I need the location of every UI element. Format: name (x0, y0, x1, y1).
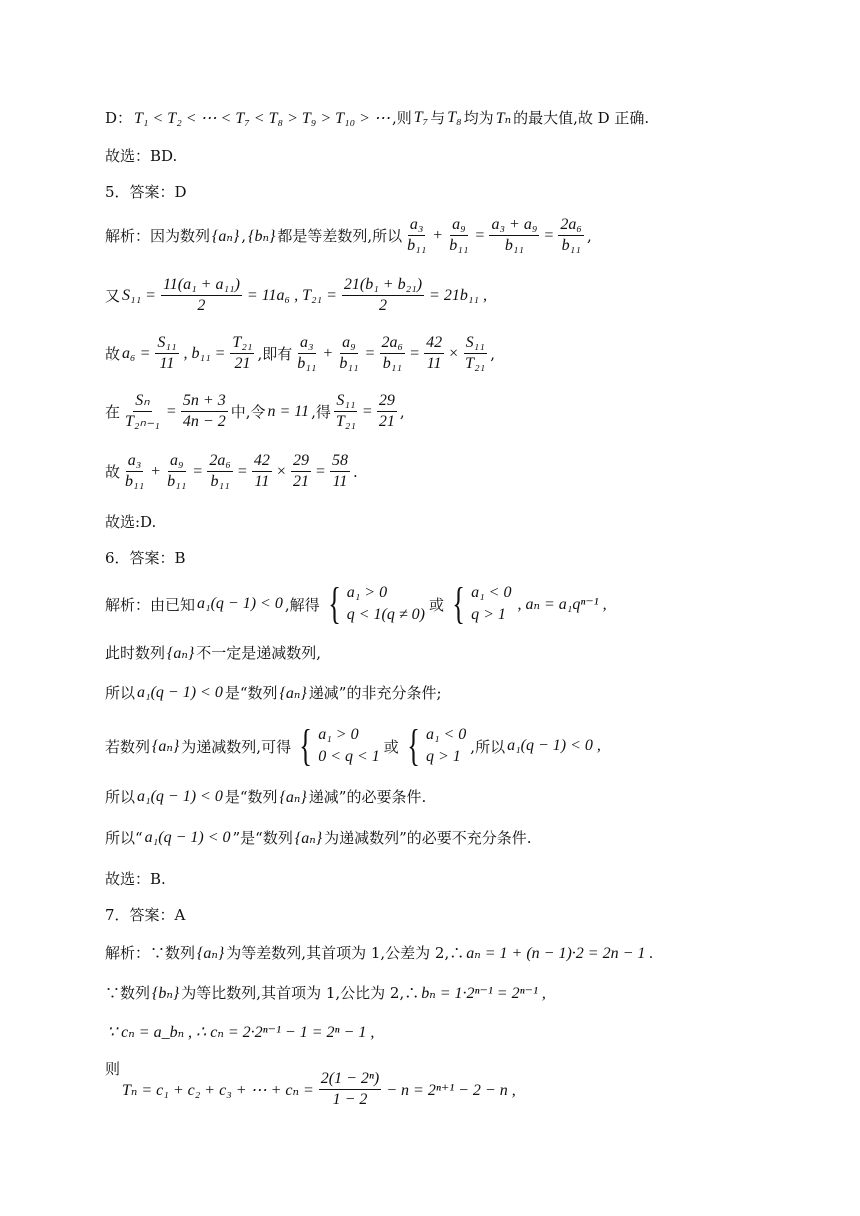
math-expression: Tₙ = c₁ + c₂ + c₃ + ⋯ + cₙ = (122, 1081, 314, 1099)
system-row: q > 1 (471, 606, 506, 623)
system-rows (347, 582, 425, 626)
text: 又 (105, 287, 121, 305)
fraction (330, 452, 350, 491)
operator: = (365, 344, 375, 362)
fraction (424, 334, 444, 373)
text: 与 (430, 109, 446, 127)
text: 所以 (105, 788, 136, 806)
line-17: 故选：B. (105, 870, 166, 888)
denominator: 2 (378, 297, 387, 314)
denominator: 21 (378, 413, 395, 430)
line-7 (105, 392, 405, 431)
line-20 (105, 982, 548, 1003)
text: 解析：由已知 (105, 595, 196, 614)
text: ,所以 (470, 737, 506, 756)
system-row: a₁ > 0 (346, 584, 388, 601)
text: 或 (383, 737, 399, 756)
line-2: 故选：BD. (105, 147, 178, 165)
numerator: T₂₁ (230, 334, 254, 354)
numerator: S₁₁ (155, 334, 178, 354)
text: 为递减数列,可得 (181, 737, 292, 756)
text: 解析：∵数列 (105, 944, 196, 962)
math-expression: a₁(q − 1) < 0 (137, 683, 223, 701)
math-expression: a₆ = (122, 344, 151, 362)
operator: × (449, 344, 459, 362)
numerator: 2a₆ (380, 334, 406, 354)
numerator: 2(1 − 2ⁿ) (319, 1070, 382, 1090)
system-row: a₁ < 0 (425, 726, 467, 743)
numerator: a₃ (126, 452, 144, 472)
math-expression: {aₙ} (279, 788, 307, 806)
math-expression: {aₙ} (167, 644, 195, 662)
fraction (463, 334, 487, 373)
math-expression: Tₙ (495, 109, 512, 127)
text: 的最大值,故 D 正确. (513, 109, 650, 127)
denominator: 11 (254, 473, 270, 490)
math-expression: , b₁₁ = (183, 344, 226, 362)
math-expression: {aₙ} (294, 829, 323, 847)
equation-system (324, 579, 425, 628)
text: ,则 (391, 109, 412, 127)
operator: = (410, 344, 420, 362)
numerator: 29 (377, 392, 397, 412)
numerator: 2a₆ (558, 216, 584, 236)
line-8 (105, 452, 358, 491)
brace: { (452, 579, 465, 628)
operator: = (166, 402, 176, 420)
line-23 (120, 1070, 518, 1109)
fraction (181, 392, 228, 431)
line-14 (105, 721, 603, 770)
math-expression: bₙ = 1·2ⁿ⁻¹ = 2ⁿ⁻¹ , (421, 984, 546, 1002)
math-expression: = 11a₆ , T₂₁ = (246, 286, 337, 304)
numerator: S₁₁ (334, 392, 357, 412)
line-4 (105, 216, 592, 255)
operator: = (237, 462, 247, 480)
line-12 (105, 642, 321, 663)
numerator: a₃ + a₉ (489, 216, 539, 236)
line-9: 故选:D. (105, 513, 157, 531)
text: 为递减数列”的必要不充分条件. (324, 829, 532, 847)
text: D： (105, 109, 133, 127)
fraction (380, 334, 406, 373)
denominator: 11 (426, 355, 442, 372)
fraction (207, 452, 233, 491)
system-rows (426, 724, 466, 768)
denominator: 11 (159, 355, 175, 372)
text: 在 (105, 403, 121, 421)
math-expression: − n = 2ⁿ⁺¹ − 2 − n , (386, 1081, 516, 1099)
denominator: T₂ₙ₋₁ (125, 413, 160, 430)
math-expression: {aₙ} (197, 944, 225, 962)
denominator: T₂₁ (465, 355, 486, 372)
fraction (252, 452, 272, 491)
line-19 (105, 942, 655, 963)
line-16 (105, 827, 532, 848)
numerator: 11(a₁ + a₁₁) (161, 276, 242, 296)
line-22 (105, 1058, 120, 1079)
line-13 (105, 682, 442, 703)
text: 是“数列 (224, 788, 278, 806)
text: ,解得 (284, 595, 320, 614)
answer-heading-7: 7．答案：A (105, 906, 186, 924)
text: ,得 (311, 403, 331, 421)
math-expression: {aₙ} (279, 684, 307, 702)
equation-system (403, 721, 467, 770)
math-expression: T₇ (413, 108, 429, 126)
brace: { (407, 721, 420, 770)
fraction (291, 452, 311, 491)
numerator: 42 (424, 334, 444, 354)
answer-heading-6: 6．答案：B (105, 549, 186, 567)
math-expression: a₁(q − 1) < 0 , (507, 737, 601, 754)
text: 递减”的非充分条件; (308, 684, 442, 702)
system-rows (318, 724, 380, 768)
operator: = (544, 226, 554, 244)
text: 解析：因为数列 (105, 227, 211, 245)
denominator: 2 (197, 297, 206, 314)
operator: = (193, 462, 203, 480)
fraction (558, 216, 584, 255)
denominator: b₁₁ (125, 473, 145, 490)
text: , (241, 226, 247, 245)
math-expression: T₁ < T₂ < ⋯ < T₇ < T₈ > T₉ > T₁₀ > ⋯ (134, 109, 390, 127)
text: 不一定是递减数列, (196, 644, 322, 662)
text: 此时数列 (105, 644, 166, 662)
operator: + (433, 226, 443, 244)
text: 若数列 (105, 737, 151, 756)
line-11 (105, 579, 609, 628)
text: 中,令 (230, 403, 266, 421)
text: 故 (105, 345, 121, 363)
system-row: 0 < q < 1 (318, 748, 380, 765)
numerator: a₉ (168, 452, 186, 472)
math-expression: ∵ cₙ = a_bₙ , ∴ cₙ = 2·2ⁿ⁻¹ − 1 = 2ⁿ − 1 , (107, 1024, 375, 1041)
equation-system (295, 721, 380, 770)
text: 为等比数列,其首项为 1,公比为 2,∴ (181, 984, 420, 1002)
denominator: 21 (234, 355, 251, 372)
fraction (165, 452, 188, 491)
text: , (490, 344, 495, 363)
brace: { (327, 579, 341, 628)
text: 是“数列 (224, 684, 278, 702)
answer-heading-5: 5．答案：D (105, 183, 187, 201)
operator: = (315, 462, 325, 480)
operator: + (151, 462, 161, 480)
text: 为等差数列,其首项为 1,公差为 2,∴ (226, 944, 465, 962)
operator: × (276, 462, 286, 480)
text: , (399, 402, 405, 421)
fraction (334, 392, 358, 431)
math-expression: S₁₁ = (122, 286, 156, 304)
text: 或 (428, 595, 444, 614)
math-expression: a₁(q − 1) < 0 (137, 787, 223, 805)
numerator: a₉ (450, 216, 468, 236)
math-expression: a₁(q − 1) < 0 (197, 595, 283, 612)
denominator: b₁₁ (210, 473, 230, 490)
text: , (586, 226, 592, 245)
text: 故 (105, 463, 121, 481)
math-expression: {aₙ} (212, 227, 240, 245)
denominator: b₁₁ (407, 237, 427, 254)
operator: = (362, 402, 372, 420)
brace: { (299, 721, 312, 770)
text: ,即有 (257, 345, 293, 363)
math-expression: {bₙ} (248, 227, 276, 245)
math-expression: = 21b₁₁ , (429, 286, 487, 304)
denominator: b₁₁ (382, 355, 402, 372)
denominator: 1 − 2 (332, 1091, 368, 1108)
fraction (319, 1070, 382, 1109)
fraction (377, 392, 397, 431)
denominator: b₁₁ (504, 237, 524, 254)
line-21 (105, 1022, 376, 1042)
math-expression: {aₙ} (152, 738, 180, 755)
fraction (342, 276, 424, 315)
math-expression: a₁(q − 1) < 0 (144, 828, 231, 846)
numerator: a₃ (298, 334, 316, 354)
line-5 (105, 276, 489, 315)
numerator: Sₙ (133, 392, 151, 412)
numerator: 21(b₁ + b₂₁) (342, 276, 424, 296)
system-rows (471, 582, 511, 626)
denominator: T₂₁ (335, 413, 356, 430)
numerator: 58 (330, 452, 350, 472)
denominator: b₁₁ (449, 237, 469, 254)
text: 所以 (105, 684, 136, 702)
denominator: 11 (332, 473, 348, 490)
text: 都是等差数列,所以 (277, 227, 403, 245)
fraction (489, 216, 539, 255)
equation-system (448, 579, 512, 628)
denominator: b₁₁ (561, 237, 581, 254)
math-expression: {bₙ} (152, 984, 180, 1002)
denominator: 21 (292, 473, 309, 490)
line-6 (105, 334, 495, 373)
numerator: 2a₆ (207, 452, 233, 472)
numerator: a₉ (340, 334, 358, 354)
system-row: a₁ > 0 (318, 726, 359, 743)
fraction (295, 334, 318, 373)
text: 则 (105, 1060, 121, 1078)
text: . (352, 462, 358, 481)
system-row: q < 1(q ≠ 0) (346, 606, 425, 623)
text: ”是“数列 (232, 829, 293, 847)
math-expression: aₙ = 1 + (n − 1)·2 = 2n − 1 . (466, 944, 654, 962)
system-row: q > 1 (425, 748, 461, 765)
math-expression: T₈ (447, 108, 462, 126)
fraction (123, 392, 162, 431)
numerator: 42 (252, 452, 272, 472)
denominator: b₁₁ (339, 355, 359, 372)
numerator: S₁₁ (464, 334, 487, 354)
fraction (161, 276, 242, 315)
operator: + (323, 344, 333, 362)
math-expression: , aₙ = a₁qⁿ⁻¹ , (517, 596, 607, 613)
fraction (155, 334, 178, 373)
text: 递减”的必要条件. (308, 788, 427, 806)
numerator: 5n + 3 (181, 392, 228, 412)
fraction (447, 216, 470, 255)
math-expression: n = 11 (267, 402, 310, 420)
denominator: 4n − 2 (182, 413, 226, 430)
numerator: a₃ (408, 216, 426, 236)
text: 所以“ (105, 829, 143, 847)
numerator: 29 (291, 452, 311, 472)
text: 均为 (463, 109, 494, 127)
text: ∵数列 (105, 984, 151, 1002)
fraction (337, 334, 360, 373)
system-row: a₁ < 0 (471, 584, 512, 601)
denominator: b₁₁ (297, 355, 317, 372)
fraction (405, 216, 428, 255)
operator: = (475, 226, 485, 244)
line-1 (105, 107, 649, 128)
fraction (123, 452, 146, 491)
denominator: b₁₁ (167, 473, 187, 490)
line-15 (105, 786, 426, 807)
fraction (230, 334, 254, 373)
